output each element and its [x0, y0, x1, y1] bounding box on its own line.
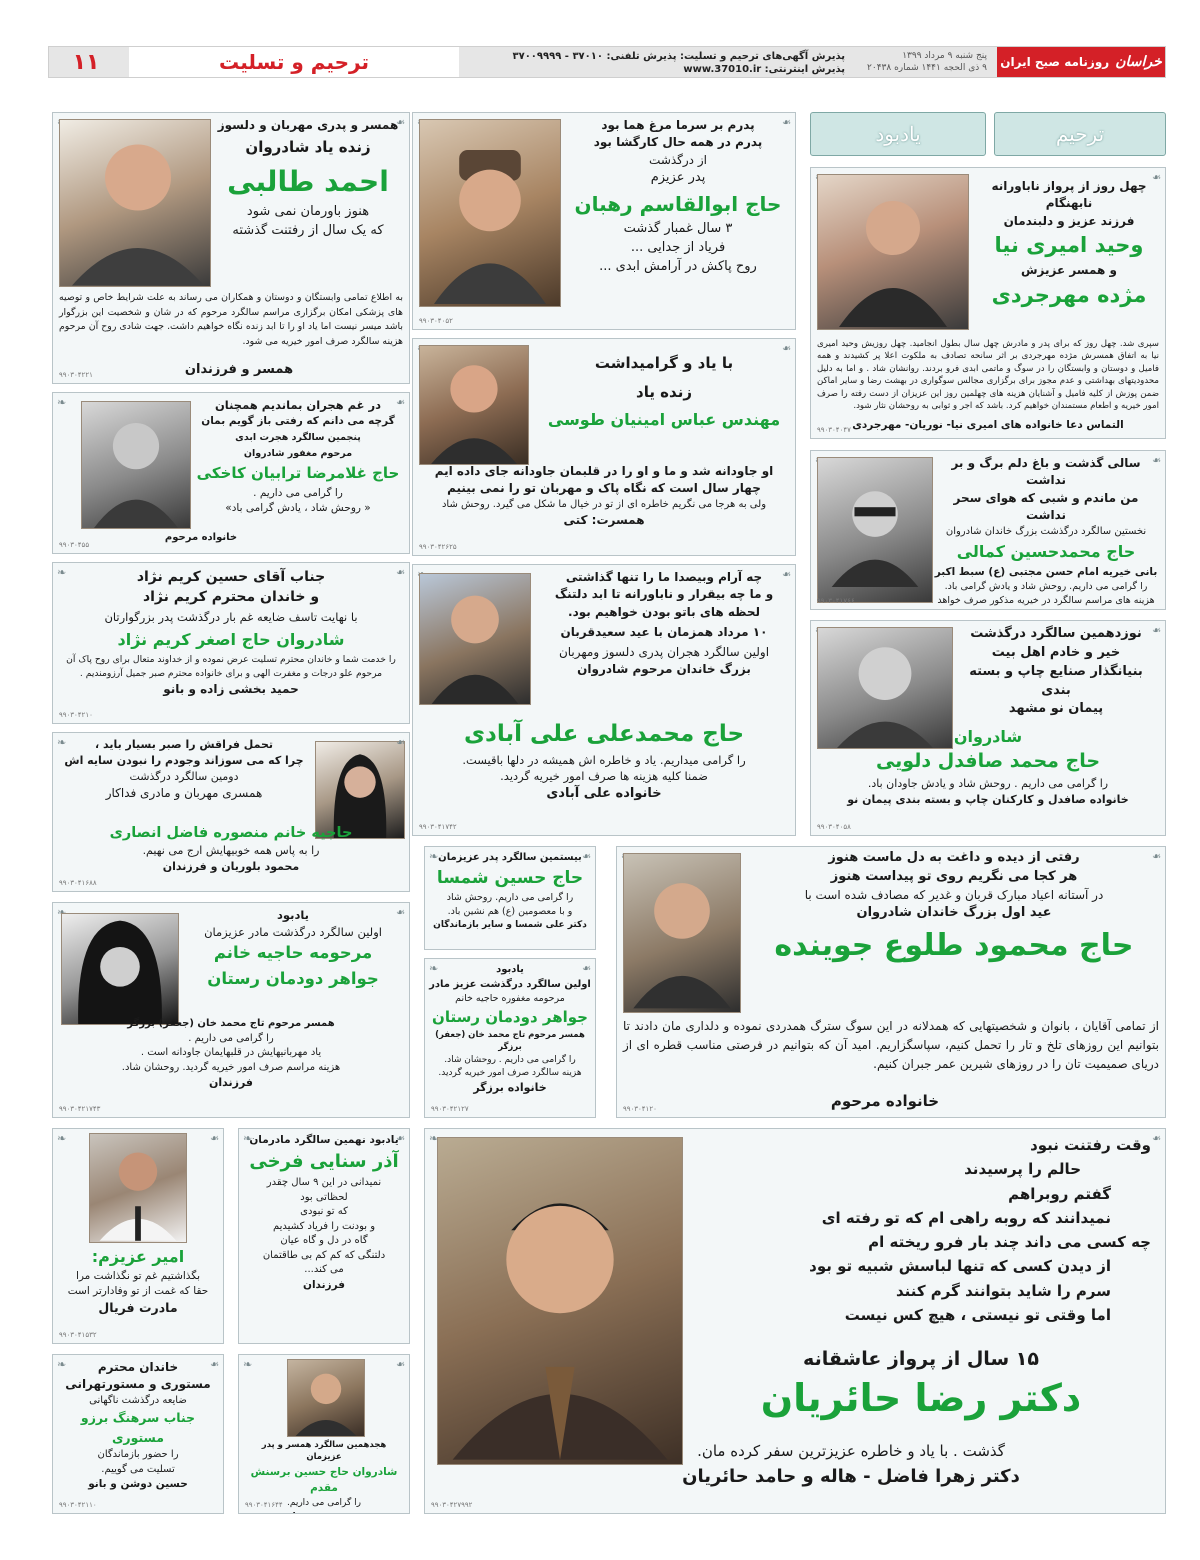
- ad-line: ❧ نوزدهمین سالگرد درگذشت: [970, 626, 1142, 641]
- ad-line: بانی خیریه امام حسن مجتبی (ع) سبط اکبر: [934, 565, 1158, 578]
- portrait-photo: [817, 174, 969, 330]
- ad-line: پدرم در همه حال کارگشا بود: [593, 135, 763, 150]
- deceased-name: حاج محمود طلوع جوینده: [774, 927, 1134, 963]
- ad-code: ۹۹۰۳۰۴۲۱۲۷: [431, 1104, 469, 1113]
- ad-line: را خدمت شما و خاندان محترم تسلیت عرض نموده و از خداوند متعال برای روح پاک آن مرحوم علو درجات و مغفرت الهی و برای خانواده محترم صبر جمیل آرزومندیم .: [66, 653, 396, 679]
- deceased-name: حاج حسین شمسا: [436, 867, 584, 888]
- portrait-photo: [623, 853, 741, 1013]
- deceased-name: حاجیه خانم منصوره فاضل انصاری: [109, 825, 353, 841]
- ad-signature: خانواده علی آبادی: [546, 785, 662, 801]
- ad-code: ۹۹۰۳۰۴۵۵: [59, 540, 90, 549]
- ad-code: ۹۹۰۳۰۴۱۶۴۴: [245, 1500, 283, 1509]
- tab-yadbood[interactable]: یادبود: [810, 112, 986, 156]
- poem-line: حالم را پرسیدند: [964, 1160, 1081, 1179]
- ad-line: از درگذشت: [649, 152, 707, 167]
- ad-signature: خانواده مرحوم: [164, 532, 238, 543]
- ad-line: اولین سالگرد درگذشت مادر عزیزمان: [204, 924, 382, 939]
- ad-line: را گرامی می داریم.: [286, 1498, 362, 1509]
- ad-signature: [243, 1510, 405, 1514]
- ad-line: زنده یاد شادروان: [245, 138, 371, 157]
- ad-karimnejad: [52, 562, 410, 724]
- person-icon: [420, 120, 560, 306]
- ad-line: ❧ پدرم بر سرما مرغ هما بود: [601, 118, 755, 132]
- deceased-name: احمد طالبی: [227, 165, 389, 199]
- ad-line: ضمنا کلیه هزینه ها صرف امور خیریه گردید.: [500, 769, 708, 784]
- deceased-name: حاج ابوالقاسم رهبان: [574, 192, 782, 217]
- ad-line: ❧ بیستمین سالگرد پدر عزیزمان: [438, 852, 582, 863]
- deceased-name: شادروان حاج اصغر کریم نژاد: [117, 630, 345, 650]
- ad-line: بنیانگذار صنایع چاپ و بسته بندی: [969, 663, 1143, 698]
- ad-line: ❧ چه آرام وبیصدا ما را تنها گذاشتی: [565, 570, 763, 584]
- deceased-name: جناب سرهنگ برزو مستوری: [80, 1410, 196, 1446]
- ad-amir: [52, 1128, 224, 1344]
- ad-line: را گرامی می داریم . روحشان شاد.: [444, 1054, 576, 1065]
- ad-code: ۹۹۰۳۰۴۰۴۷: [817, 425, 851, 434]
- poem-line: گفتم روبراهم: [1008, 1184, 1111, 1203]
- ad-haeryan: [424, 1128, 1166, 1514]
- ad-line: را گرامی میداریم. یاد و خاطره اش همیشه در دلها باقیست.: [462, 752, 746, 767]
- ad-rostan-big: [52, 902, 410, 1118]
- ad-talebi: [52, 112, 410, 384]
- ad-line: ❧ جناب آقای حسین کریم نژاد: [136, 569, 326, 585]
- page-header: [48, 46, 1166, 78]
- portrait-photo: [59, 119, 211, 287]
- person-icon: [624, 854, 740, 1012]
- date-line-2: ۹ ذی الحجه ۱۴۴۱ شماره ۲۰۴۳۸: [867, 63, 987, 73]
- tab-tarhim[interactable]: ترحیم: [994, 112, 1166, 156]
- date-line-1: پنج شنبه ۹ مرداد ۱۳۹۹: [902, 51, 987, 61]
- deceased-name: وحید امیری نیا: [994, 233, 1144, 258]
- ad-line: ❧ هجدهمین سالگرد همسر و پدر عزیزمان: [261, 1440, 387, 1463]
- ad-code: ۹۹۰۳۰۴۲۷۹۹۲: [431, 1500, 473, 1509]
- ad-line: همسری مهربان و مادری فداکار: [105, 785, 263, 800]
- ad-line: هر کجا می نگریم روی تو پیداست هنوز: [830, 868, 1078, 884]
- ad-line: هزینه مراسم صرف امور خیریه گردید. روحشان شاد.: [121, 1061, 341, 1073]
- ad-line: ❧ تحمل فراقش را صبر بسیار باید ،: [94, 738, 274, 751]
- portrait-photo: [419, 345, 529, 465]
- poem-line: از دیدن کسی که تنها لباسش شبیه تو بود: [809, 1257, 1111, 1276]
- person-icon: [60, 120, 210, 286]
- ad-line: ❧ همسر و پدری مهربان و دلسوز: [217, 118, 399, 132]
- ad-line: چهار سال است که نگاه پاک و مهربان تو را نمی بینیم: [447, 481, 761, 496]
- person-icon: [62, 914, 178, 1024]
- ad-line: ❧ در غم هجران بماندیم همچنان: [214, 398, 382, 412]
- ad-line: را گرامی می داریم .: [253, 487, 343, 500]
- deceased-name: ❧ امیر عزیزم:: [91, 1247, 185, 1266]
- deceased-name: جواهر دودمان رستان: [207, 968, 379, 988]
- deceased-name: حاج محمدحسین کمالی: [956, 542, 1136, 562]
- ad-line: ۱۵ سال از پرواز عاشقانه: [803, 1348, 1039, 1370]
- ad-line: او جاودانه شد و ما و او را در قلبمان جاودانه جای داده ایم: [434, 464, 774, 478]
- deceased-name: مژده مهرجردی: [991, 283, 1147, 308]
- ad-line: و همسر عزیزش: [1020, 262, 1118, 277]
- ad-line: را گرامی می داریم. روحش شاد و یادش گرامی باد.: [944, 580, 1148, 592]
- ad-signature: محمود بلوریان و فرزندان: [162, 860, 300, 874]
- ad-line: را گرامی می داریم. روحش شاد: [446, 892, 574, 903]
- ad-code: ۹۹۰۳۰۴۲۱۷۴۳: [59, 1104, 101, 1113]
- page-number: ۱۱: [72, 49, 100, 75]
- ad-signature: التماس دعا خانواده های امیری نیا- نوریان- مهرجردی: [852, 419, 1124, 431]
- ad-line: ❧ خاندان محترم: [97, 1360, 179, 1374]
- ad-contact: [445, 50, 845, 76]
- ad-line: در آستانه اعیاد مبارک قربان و غدیر که مصادف شده است با: [804, 887, 1104, 902]
- ad-ansari: [52, 732, 410, 892]
- ad-mastoori: [52, 1354, 224, 1514]
- ad-line: مرحوم مغفور شادروان: [243, 447, 353, 459]
- ad-line: شادروان: [953, 727, 1023, 746]
- ad-code: ۹۹۰۳۰۴۲۶۲۵: [419, 542, 457, 551]
- ad-line: ❧ یادبود نهمین سالگرد مادرمان: [249, 1134, 399, 1146]
- ad-kakhki: [52, 392, 410, 554]
- poem-line: چه کسی می داند چند بار فرو ریخته ام: [868, 1233, 1151, 1252]
- ad-line: فرزند عزیز و دلبندمان: [1003, 213, 1135, 228]
- poem-line: نمیدانی در این ۹ سال چقدر: [266, 1177, 382, 1189]
- logo-subtitle: روزنامه صبح ایران: [1000, 55, 1110, 69]
- ad-line: بزرگ خاندان مرحوم شادروان: [577, 662, 751, 677]
- ad-signature: مادرت فریال: [98, 1300, 178, 1316]
- ad-line: را گرامی می داریم . روحش شاد و یادش جاودان باد.: [867, 776, 1109, 790]
- ad-line: اولین سالگرد هجران پدری دلسوز ومهربان: [558, 644, 770, 659]
- ad-signature: فرزندان: [208, 1076, 254, 1089]
- ad-body: سپری شد. چهل روز که برای پدر و مادرش چهل سال بطول انجامید. چهل روزیش وحید امیری نیا به اتفاق همسرش مژده مهرجردی بر اثر سانحه تصادف به ملکوت اعلا پر کشیدند و همه فامیل و دوستان و وابستگان را در سوگ و ماتمی ابدی فرو بردند. روانشان شاد . و اما به دلیل محدودیتهای بهداشتی و عدم مجوز برای برگزاری مجالس سوگواری در بهشت رضا و سایر اماکن ضمن پوزش از کلیه فامیل و آشنایان هزینه های چهلمین روز این عزیزان از دست رفته را صرف امور خیریه و اطعام مستمندان خواهیم کرد. باشد که اجر و ثوابی به روحشان نثار شود.: [817, 339, 1159, 412]
- ad-signature: دکتر زهرا فاضل - هاله و حامد حائریان: [682, 1465, 1020, 1487]
- deceased-name: جواهر دودمان رستان: [432, 1007, 588, 1026]
- ad-signature: همسرت: کتی: [563, 513, 645, 528]
- ad-line: که یک سال از رفتنت گذشته: [232, 223, 384, 239]
- ad-line: و خاندان محترم کریم نژاد: [142, 589, 320, 606]
- ad-line: تسلیت می گوییم.: [101, 1463, 175, 1475]
- person-icon: [438, 1138, 682, 1464]
- deceased-name: شادروان حاج حسین برسنش مقدم: [250, 1465, 398, 1495]
- ad-line: ❧ رفتی از دیده و داغت به دل ماست هنوز: [828, 850, 1080, 865]
- ad-rahban: [412, 112, 796, 330]
- ad-line: ❧ سالی گذشت و باغ دلم برگ و بر نداشت: [951, 456, 1141, 488]
- ad-line: مرحومه مغفوره حاجیه خانم: [455, 993, 565, 1004]
- ad-line: را حضور بازماندگان: [97, 1449, 179, 1461]
- ad-signature: خانواده برزگر: [473, 1080, 547, 1094]
- portrait-photo: [89, 1133, 187, 1243]
- ad-aliabadi: [412, 564, 796, 836]
- ad-body: از تمامی آقایان ، بانوان و شخصیتهایی که همدلانه در این سوگ سترگ همدردی نموده و دلداری مان دادند تا بتوانیم این روزهای تلخ و تار را تحمل کنیم، سپاسگزاریم. امید آن که بتوانیم در فرصتی مناسب قطره ای از دریای صمیمیت تان را در روزهای شیرین عمر جبران کنیم.: [623, 1019, 1159, 1072]
- portrait-photo: [419, 119, 561, 307]
- ad-code: ۹۹۰۳۰۴۱۲۰: [623, 1104, 657, 1113]
- ad-code: ۹۹۰۳۰۴۰۵۲: [419, 316, 453, 325]
- ad-line: عید اول بزرگ خاندان شادروان: [856, 905, 1052, 921]
- ad-signature: فرزندان: [302, 1278, 346, 1291]
- deceased-name: حاج محمدعلی علی آبادی: [463, 721, 745, 747]
- poem-line: ❧ وقت رفتنت نبود: [1030, 1136, 1151, 1154]
- ad-line: با نهایت تاسف ضایعه غم بار درگذشت پدر بزرگوارتان: [104, 609, 358, 624]
- deceased-name: آذر سنایی فرخی: [249, 1151, 399, 1173]
- person-icon: [90, 1134, 186, 1242]
- ad-line: دومین سالگرد درگذشت: [129, 769, 239, 783]
- ad-code: ۹۹۰۳۰۴۱۷۶۶: [817, 596, 855, 605]
- person-icon: [420, 346, 528, 464]
- ad-signature: خانواده مرحوم: [830, 1092, 940, 1110]
- issue-date: [857, 50, 987, 74]
- ad-line: خیر و خادم اهل بیت: [991, 644, 1121, 660]
- ad-vahid-amirinia: [810, 167, 1166, 439]
- ad-line: ❧ با یاد و گرامیداشت: [594, 354, 734, 372]
- ad-code: ۹۹۰۳۰۴۱۶۸۸: [59, 878, 97, 887]
- ad-body: به اطلاع تمامی وابستگان و دوستان و همکاران می رساند به علت شرایط خاص و توصیه های پزشکی امکان برگزاری مراسم سالگرد مرحوم که در شان و شخصیت این بزرگوار باشد میسر نیست اما یاد او را تا ابد زنده نگاه خواهیم داشت. جهت شادی روح آن مرحوم هزینه سالگرد صرف امور خیریه می شود.: [59, 292, 403, 347]
- ad-line: یاد مهربانیهایش در قلبهایمان جاودانه است .: [140, 1047, 322, 1058]
- poem: [731, 1133, 1151, 1327]
- ad-line: چرا که می سوزاند وجودم را نبودن سایه اش: [64, 753, 304, 767]
- ad-line: را گرامی می داریم .: [188, 1032, 274, 1044]
- ad-line: زنده یاد: [636, 382, 692, 401]
- poem-line: و بودنت را فریاد کشیدیم: [272, 1220, 376, 1232]
- ad-line: روح پاکش در آرامش ابدی ...: [599, 258, 757, 274]
- poem-line: می کند...: [304, 1264, 344, 1276]
- ad-line: پنجمین سالگرد هجرت ابدی: [235, 431, 361, 443]
- ad-line: ضایعه درگذشت ناگهانی: [89, 1394, 187, 1406]
- ad-line: هنوز باورمان نمی شود: [246, 204, 370, 220]
- portrait-photo: [437, 1137, 683, 1465]
- poem-line: اما وقتی تو نیستی ، هیچ کس نیست: [844, 1306, 1111, 1325]
- ad-line: حقا که غمت از تو وفادارتر است: [67, 1285, 209, 1298]
- ad-line: ۱۰ مرداد همزمان با عید سعیدقربان: [560, 625, 768, 640]
- ad-line: گذشت . با یاد و خاطره عزیزترین سفر کرده مان.: [697, 1442, 1005, 1460]
- portrait-photo: [61, 913, 179, 1025]
- person-icon: [288, 1360, 364, 1436]
- person-icon: [420, 574, 530, 704]
- ad-line: پیمان نو مشهد: [1008, 701, 1104, 717]
- newspaper-logo[interactable]: [997, 47, 1165, 77]
- ad-line: « روحش شاد ، یادش گرامی باد»: [225, 502, 371, 515]
- ad-line: مستوری و مستورتهرانی: [65, 1377, 211, 1392]
- portrait-photo: [287, 1359, 365, 1437]
- ad-line: اولین سالگرد درگذشت عزیز مادر: [429, 978, 591, 990]
- ad-line: گرچه می دانم که رفتی باز گویم بمان: [201, 414, 395, 427]
- deceased-name: حاج غلامرضا ترابیان کاخکی: [196, 463, 400, 482]
- ad-signature: دکتر علی شمسا و سایر بازماندگان: [433, 919, 587, 930]
- portrait-photo: [817, 457, 933, 603]
- logo-name: خراسان: [1115, 54, 1162, 70]
- ad-signature: حسین دوشن و بانو: [88, 1478, 188, 1491]
- ad-code: ۹۹۰۳۰۴۲۱۰: [59, 710, 93, 719]
- poem-line: که تو نبودی: [300, 1206, 348, 1218]
- portrait-photo: [81, 401, 191, 529]
- ad-jooyandeh: [616, 846, 1166, 1118]
- portrait-photo: [419, 573, 531, 705]
- ad-moghaddam: [238, 1354, 410, 1514]
- ad-line: فریاد از جدایی ...: [630, 239, 726, 255]
- ad-dolooyi: [810, 620, 1166, 836]
- ad-line: و با معصومین (ع) هم نشین باد.: [447, 905, 573, 917]
- ad-line: ❧ یادبود: [496, 964, 524, 975]
- ad-line: همسر مرحوم تاج محمد خان (جعفر) برزگر: [127, 1018, 335, 1029]
- ad-line: نخستین سالگرد درگذشت بزرگ خاندان شادروان: [945, 525, 1147, 537]
- ad-code: ۹۹۰۳۰۴۱۵۳۲: [59, 1330, 97, 1339]
- ad-signature: همسر و فرزندان: [184, 362, 294, 377]
- poem-line: دلتنگی که کم کم بی طاقتمان: [262, 1249, 386, 1261]
- person-icon: [818, 458, 932, 602]
- ad-code: ۹۹۰۳۰۴۲۲۱: [59, 370, 93, 379]
- ad-line: ۳ سال غمبار گذشت: [623, 221, 733, 237]
- ad-line: هزینه سالگرد صرف امور خیریه گردید.: [438, 1067, 582, 1078]
- deceased-name: حاج محمد صافدل دلویی: [875, 750, 1101, 773]
- poem-line: لحظاتی بود: [300, 1191, 348, 1203]
- ad-line: من ماندم و شبی که هوای سحر نداشت: [953, 490, 1139, 523]
- ad-farkhi: [238, 1128, 410, 1344]
- ad-kamali: [810, 450, 1166, 610]
- ad-line: پدر عزیزم: [650, 170, 706, 186]
- ad-line: ولی به هرجا می نگریم خاطره ای از تو در خیال ما شکل می گیرد. روحش شاد: [441, 498, 767, 510]
- contact-phone: پذیرش آگهی‌های ترحیم و تسلیت: پذیرش تلفنی: ۳۷۰۱۰ - ۳۷۰۰۹۹۹۹: [512, 51, 845, 62]
- ad-signature: حمید بخشی زاده و بانو: [163, 682, 299, 697]
- deceased-name: دکتر رضا حائریان: [760, 1375, 1082, 1420]
- ad-line: لحظه های باتو بودن خواهیم بود.: [568, 604, 760, 619]
- contact-website[interactable]: پذیرش اینترنتی: www.37010.ir: [683, 64, 845, 75]
- ad-code: ۹۹۰۳۰۴۲۱۱۰: [59, 1500, 97, 1509]
- ad-line: و ما چه بیقرار و ناباورانه تا ابد دلتنگ: [554, 587, 774, 602]
- deceased-name: مرحومه حاجیه خانم: [213, 943, 373, 963]
- section-title: ترحیم و تسلیت: [129, 47, 459, 77]
- person-icon: [818, 175, 968, 329]
- poem-line: گاه در دل و گاه عیان: [280, 1235, 368, 1247]
- ad-line: بگذاشتیم غم تو نگذاشت مرا: [75, 1270, 201, 1282]
- ad-line: ❧ چهل روز از پرواز ناباورانه نابهنگام: [991, 179, 1147, 211]
- ad-line: همسر مرحوم تاج محمد خان (جعفر) برزگر: [435, 1030, 585, 1053]
- ad-code: ۹۹۰۳۰۴۰۵۸: [817, 822, 851, 831]
- ad-signature: خانواده صافدل و کارکنان چاپ و بسته بندی پیمان نو: [847, 792, 1129, 806]
- poem-line: نمیدانند که روبه راهی ام که تو رفته ای: [821, 1208, 1111, 1227]
- ad-line: را به پاس همه خوبیهایش ارج می نهیم.: [142, 844, 320, 858]
- ad-rostan-small: [424, 958, 596, 1118]
- ad-aminian: [412, 338, 796, 556]
- ad-code: ۹۹۰۳۰۴۱۷۴۲: [419, 822, 457, 831]
- ad-line: هزینه های مراسم سالگرد در خیریه مذکور صرف خواهد: [937, 594, 1155, 606]
- person-icon: [82, 402, 190, 528]
- ad-shamsa: [424, 846, 596, 950]
- deceased-name: مهندس عباس امینیان طوسی: [547, 410, 781, 429]
- poem-line: سرم را شاید بتوانند گرم کنند: [895, 1281, 1111, 1300]
- ad-line: ❧ یادبود: [277, 908, 309, 922]
